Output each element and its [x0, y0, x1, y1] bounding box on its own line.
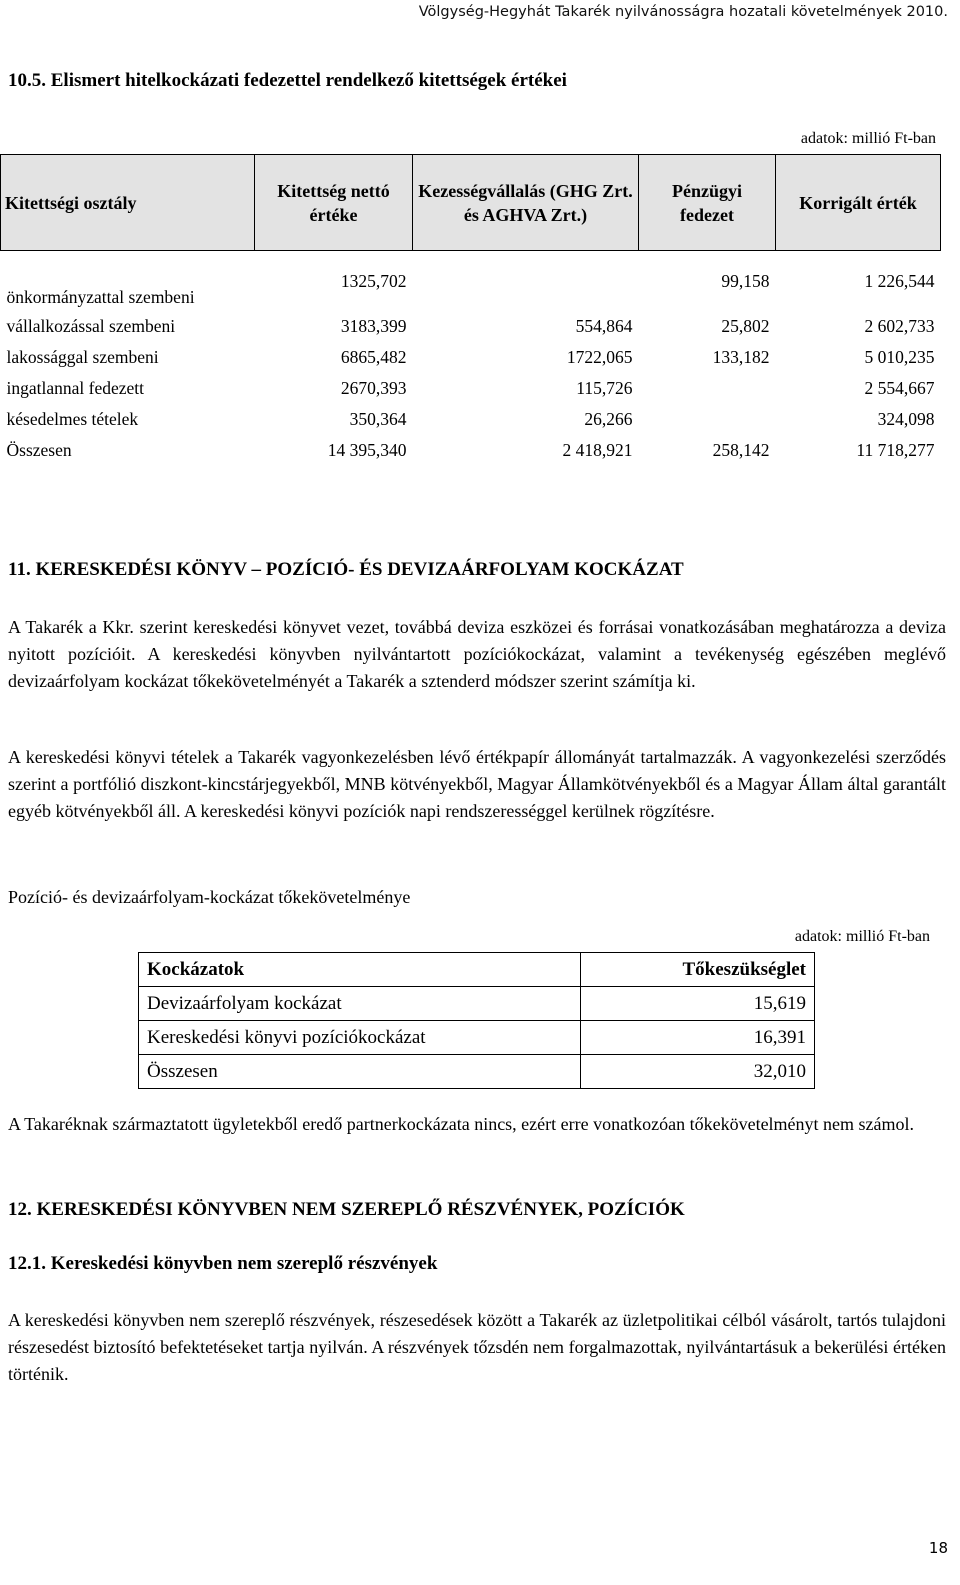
cell-net: 3183,399 — [340, 316, 407, 336]
cell-net: 2670,393 — [340, 378, 407, 398]
col-risks: Kockázatok — [139, 953, 581, 987]
section-10-5-heading: 10.5. Elismert hitelkockázati fedezettel rendelkező kitettségek értékei — [8, 70, 567, 91]
row-label: vállalkozással szembeni — [6, 316, 176, 336]
cell-adjusted: 324,098 — [877, 409, 935, 429]
cell-financial: 25,802 — [721, 316, 770, 336]
table-row — [139, 987, 815, 1021]
cell-guarantee: 1722,065 — [566, 347, 633, 367]
cell-guarantee: 2 418,921 — [562, 440, 633, 460]
table-row — [139, 1021, 815, 1055]
cell-financial: 133,182 — [712, 347, 770, 367]
cell-financial — [639, 373, 776, 404]
cell-value: 32,010 — [581, 1055, 815, 1089]
table2-caption: Pozíció- és devizaárfolyam-kockázat tőkekövetelménye — [8, 887, 411, 907]
cell-value: 15,619 — [581, 987, 815, 1021]
table-row-total — [139, 1055, 815, 1089]
capital-requirement-table — [138, 952, 815, 1089]
table-row — [1, 311, 941, 342]
row-label: lakossággal szembeni — [6, 347, 159, 367]
col-adjusted-value: Korrigált érték — [776, 155, 941, 251]
section-12-heading: 12. KERESKEDÉSI KÖNYVBEN NEM SZEREPLŐ RÉSZVÉNYEK, POZÍCIÓK — [8, 1199, 685, 1220]
cell-net: 6865,482 — [340, 347, 407, 367]
exposure-table-header — [1, 155, 941, 251]
row-label: Devizaárfolyam kockázat — [139, 987, 581, 1021]
table-row — [1, 251, 941, 312]
col-guarantee: Kezességvállalás (GHG Zrt. és AGHVA Zrt.) — [413, 155, 639, 251]
table-row-total — [1, 435, 941, 466]
col-capital-need: Tőkeszükséglet — [581, 953, 815, 987]
cell-net: 350,364 — [349, 409, 407, 429]
table-row — [1, 342, 941, 373]
row-label: Összesen — [139, 1055, 581, 1089]
page-number: 18 — [928, 1539, 948, 1557]
cell-adjusted: 5 010,235 — [864, 347, 935, 367]
running-header: Völgység-Hegyhát Takarék nyilvánosságra hozatali követelmények 2010. — [418, 4, 948, 20]
row-label: késedelmes tételek — [6, 409, 139, 429]
section-11-paragraph-1: A Takarék a Kkr. szerint kereskedési könyvet vezet, továbbá deviza eszközei és forrásai vonatkozásában meghatározza a deviza nyitott pozícióit. A kereskedési könyvben nyilvántartott pozíciókockázat, valamint a tevékenység egészében meglévő devizaárfolyam kockázat tőkekövetelményét a Takarék a sztenderd módszer szerint számítja ki. — [8, 617, 946, 691]
col-net-value: Kitettség nettó értéke — [255, 155, 413, 251]
row-label: ingatlannal fedezett — [6, 378, 144, 398]
exposure-table — [0, 154, 941, 466]
col-exposure-class: Kitettségi osztály — [1, 155, 255, 251]
table-row — [1, 404, 941, 435]
col-financial-collateral: Pénzügyi fedezet — [639, 155, 776, 251]
cell-financial: 99,158 — [721, 270, 770, 291]
row-label: önkormányzattal szembeni — [6, 287, 195, 307]
capital-table-header — [139, 953, 815, 987]
cell-financial: 258,142 — [712, 440, 770, 460]
cell-adjusted: 2 554,667 — [864, 378, 935, 398]
section-12-1-heading: 12.1. Kereskedési könyvben nem szereplő részvények — [8, 1253, 438, 1274]
cell-guarantee — [413, 251, 639, 312]
table-row — [1, 373, 941, 404]
section-11-paragraph-2: A kereskedési könyvi tételek a Takarék vagyonkezelésben lévő értékpapír állományát tartalmazzák. A vagyonkezelési szerződés szerint a portfólió diszkont-kincstárjegyekből, MNB kötvényekből, Magyar Államkötvényekből és a Magyar Állam által garantált egyéb kötvényekből áll. A kereskedési könyvi pozíciók napi rendszerességgel kerülnek rögzítésre. — [8, 747, 946, 821]
cell-financial — [639, 404, 776, 435]
cell-guarantee: 26,266 — [584, 409, 633, 429]
section-12-1-paragraph: A kereskedési könyvben nem szereplő részvények, részesedések között a Takarék az üzletpolitikai célból vásárolt, tartós tulajdoni részesedést biztosító befektetéseket tartja nyilván. A részvények tőzsdén nem forgalmazottak, nyilvántartásuk a bekerülési értéken történik. — [8, 1310, 946, 1384]
row-label: Összesen — [6, 440, 72, 460]
cell-guarantee: 554,864 — [575, 316, 633, 336]
cell-guarantee: 115,726 — [576, 378, 633, 398]
table1-unit-note: adatok: millió Ft-ban — [800, 130, 936, 147]
cell-net: 1325,702 — [340, 270, 407, 291]
cell-adjusted: 1 226,544 — [864, 270, 935, 291]
counterparty-risk-note: A Takaréknak származtatott ügyletekből eredő partnerkockázata nincs, ezért erre vonatkozóan tőkekövetelményt nem számol. — [8, 1114, 915, 1134]
section-11-heading: 11. KERESKEDÉSI KÖNYV – POZÍCIÓ- ÉS DEVIZAÁRFOLYAM KOCKÁZAT — [8, 559, 684, 580]
table2-unit-note: adatok: millió Ft-ban — [794, 928, 930, 945]
cell-adjusted: 11 718,277 — [856, 440, 935, 460]
row-label: Kereskedési könyvi pozíciókockázat — [139, 1021, 581, 1055]
cell-value: 16,391 — [581, 1021, 815, 1055]
cell-adjusted: 2 602,733 — [864, 316, 935, 336]
cell-net: 14 395,340 — [327, 440, 407, 460]
